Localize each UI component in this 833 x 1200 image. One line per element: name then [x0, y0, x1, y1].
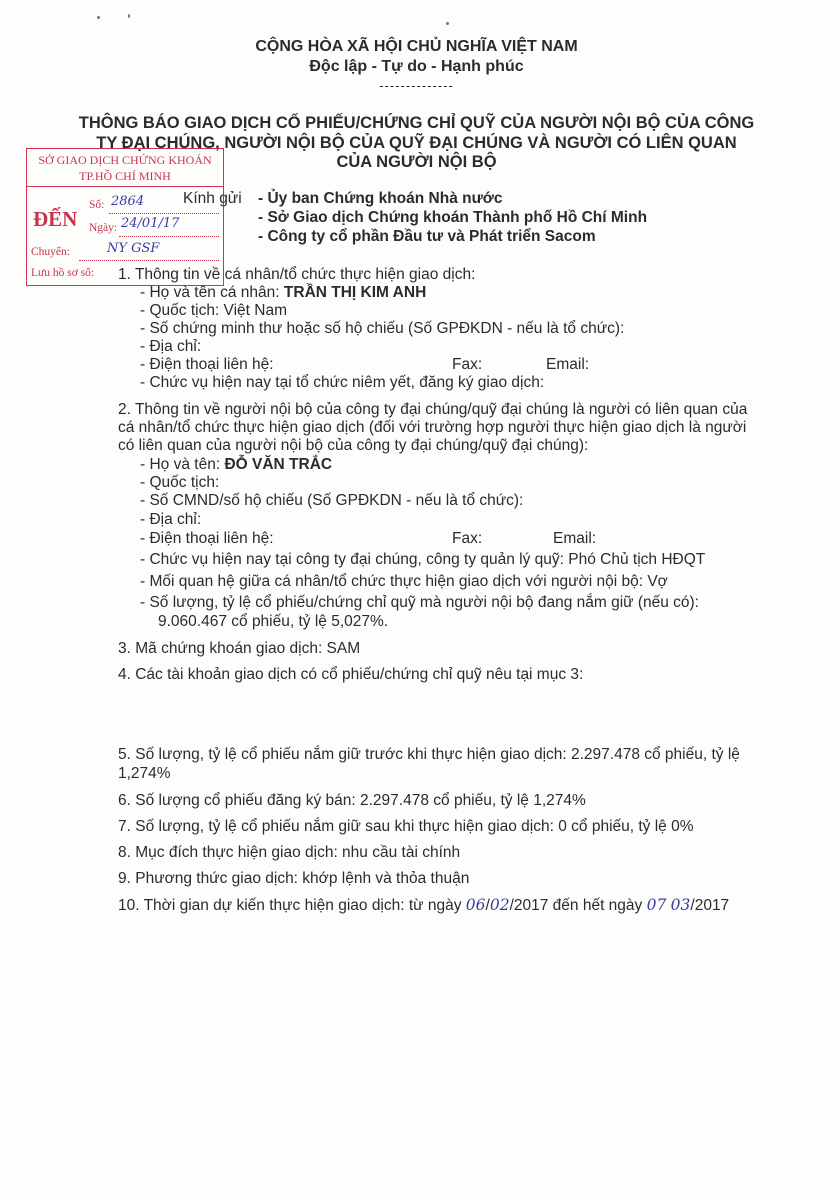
country-header: CỘNG HÒA XÃ HỘI CHỦ NGHĨA VIỆT NAM: [255, 38, 578, 55]
scan-speck: [97, 16, 100, 19]
section2-fax: Fax:: [452, 530, 483, 547]
section1-nationality: Quốc tịch: Việt Nam: [149, 302, 288, 319]
section1-name-label: Họ và tên cá nhân:: [149, 284, 280, 301]
kinh-gui-label: Kính gửi: [183, 190, 242, 207]
section2-heading-line3: có liên quan của người nội bộ của công ty đại chúng/quỹ đại chúng):: [118, 437, 589, 454]
section1-address-row: - Địa chỉ:: [140, 338, 202, 355]
section6-sell-volume: 6. Số lượng cổ phiếu đăng ký bán: 2.297.478 cổ phiếu, tỷ lệ 1,274%: [118, 792, 586, 809]
section2-id: Số CMND/số hộ chiếu (Số GPĐKDN - nếu là tổ chức):: [149, 492, 524, 509]
section5-line1: 5. Số lượng, tỷ lệ cổ phiếu nắm giữ trước khi thực hiện giao dịch: 2.297.478 cổ phiếu, tỷ lệ: [118, 746, 740, 763]
scan-speck: [128, 14, 130, 18]
section10-mid: /2017 đến hết ngày: [509, 897, 643, 914]
doc-title-line1: THÔNG BÁO GIAO DỊCH CỔ PHIẾU/CHỨNG CHỈ QUỸ CỦA NGƯỜI NỘI BỘ CỦA CÔNG: [78, 114, 755, 132]
section2-position: Chức vụ hiện nay tại công ty đại chúng, công ty quản lý quỹ: Phó Chủ tịch HĐQT: [149, 551, 706, 568]
section4-accounts: 4. Các tài khoản giao dịch có cổ phiếu/chứng chỉ quỹ nêu tại mục 3:: [118, 666, 584, 683]
section2-holding-line1: Số lượng, tỷ lệ cổ phiếu/chứng chỉ quỹ mà người nội bộ đang nắm giữ (nếu có):: [149, 594, 699, 611]
section2-holding-line2: 9.060.467 cổ phiếu, tỷ lệ 5,027%.: [158, 613, 389, 630]
stamp-chuyen-label: Chuyển:: [31, 246, 70, 258]
section2-nationality: Quốc tịch:: [149, 474, 220, 491]
motto-header: Độc lập - Tự do - Hạnh phúc: [309, 58, 524, 75]
section7-after-holding: 7. Số lượng, tỷ lệ cổ phiếu nắm giữ sau khi thực hiện giao dịch: 0 cổ phiếu, tỷ lệ 0%: [118, 818, 694, 835]
recipient-sacom: - Công ty cổ phần Đầu tư và Phát triển Sacom: [258, 228, 596, 245]
section1-position-row: - Chức vụ hiện nay tại tổ chức niêm yết, đăng ký giao dịch:: [140, 374, 545, 391]
section5-line2: 1,274%: [118, 765, 171, 782]
section10-prefix: 10. Thời gian dự kiến thực hiện giao dịch: từ ngày: [118, 897, 462, 914]
stamp-chuyen-value: NY GSF: [107, 241, 160, 256]
section1-name-row: - Họ và tên cá nhân: TRẦN THỊ KIM ANH: [140, 284, 427, 301]
section1-phone: Điện thoại liên hệ:: [149, 356, 274, 373]
section1-id: Số chứng minh thư hoặc số hộ chiếu (Số GPĐKDN - nếu là tổ chức):: [149, 320, 625, 337]
section10-suffix: /2017: [690, 897, 730, 914]
section2-address: Địa chỉ:: [149, 511, 202, 528]
section2-position-row: - Chức vụ hiện nay tại công ty đại chúng, công ty quản lý quỹ: Phó Chủ tịch HĐQT: [140, 551, 706, 568]
stamp-title: SỞ GIAO DỊCH CHỨNG KHOÁN: [38, 153, 212, 167]
section10-from-day: 06: [465, 896, 486, 914]
header-divider: --------------: [379, 78, 454, 93]
section2-heading-line1: 2. Thông tin về người nội bộ của công ty đại chúng/quỹ đại chúng là người có liên quan của: [118, 401, 748, 418]
section10-to-day: 07: [646, 896, 667, 914]
stamp-luu-label: Lưu hồ sơ số:: [31, 267, 95, 279]
section2-relation-row: - Mối quan hệ giữa cá nhân/tổ chức thực hiện giao dịch với người nội bộ: Vợ: [140, 573, 668, 590]
stamp-ngay-value: 24/01/17: [121, 216, 180, 231]
section10-from-month: 02: [489, 896, 510, 914]
section2-relation: Mối quan hệ giữa cá nhân/tổ chức thực hiện giao dịch với người nội bộ: Vợ: [149, 573, 668, 590]
stamp-city: TP.HỒ CHÍ MINH: [79, 169, 171, 183]
section2-nationality-row: - Quốc tịch:: [140, 474, 220, 491]
section1-nationality-row: - Quốc tịch: Việt Nam: [140, 302, 288, 319]
section10-period: [118, 896, 729, 915]
section2-phone: Điện thoại liên hệ:: [149, 530, 274, 547]
doc-title-line2: TY ĐẠI CHÚNG, NGƯỜI NỘI BỘ CỦA QUỸ ĐẠI CHÚNG VÀ NGƯỜI CÓ LIÊN QUAN: [96, 134, 737, 152]
doc-title-line3: CỦA NGƯỜI NỘI BỘ: [336, 153, 497, 171]
section2-address-row: - Địa chỉ:: [140, 511, 202, 528]
section1-id-row: - Số chứng minh thư hoặc số hộ chiếu (Số GPĐKDN - nếu là tổ chức):: [140, 320, 625, 337]
stamp-divider: [27, 186, 223, 187]
section3-ticker: 3. Mã chứng khoán giao dịch: SAM: [118, 640, 361, 657]
section1-name-value: TRẦN THỊ KIM ANH: [283, 284, 427, 301]
section10-to-month: 03: [670, 896, 691, 914]
section1-position: Chức vụ hiện nay tại tổ chức niêm yết, đăng ký giao dịch:: [149, 374, 545, 391]
stamp-so-value: 2864: [111, 194, 145, 209]
recipient-hose: - Sở Giao dịch Chứng khoán Thành phố Hồ Chí Minh: [258, 209, 648, 226]
section2-name-row: - Họ và tên: ĐỖ VĂN TRẮC: [140, 456, 333, 473]
section2-email: Email:: [553, 530, 597, 547]
section2-id-row: - Số CMND/số hộ chiếu (Số GPĐKDN - nếu là tổ chức):: [140, 492, 524, 509]
stamp-so-label: Số:: [89, 199, 105, 211]
section8-purpose: 8. Mục đích thực hiện giao dịch: nhu cầu tài chính: [118, 844, 461, 861]
stamp-den: ĐẾN: [33, 207, 78, 231]
section9-method: 9. Phương thức giao dịch: khớp lệnh và thỏa thuận: [118, 870, 470, 887]
stamp-ngay-label: Ngày:: [89, 222, 118, 234]
section1-fax: Fax:: [452, 356, 483, 373]
section1-email: Email:: [546, 356, 590, 373]
section2-name-value: ĐỖ VĂN TRẮC: [224, 456, 333, 473]
section1-heading: 1. Thông tin về cá nhân/tổ chức thực hiện giao dịch:: [118, 266, 476, 283]
section2-holding-row: - Số lượng, tỷ lệ cổ phiếu/chứng chỉ quỹ mà người nội bộ đang nắm giữ (nếu có):: [140, 594, 699, 611]
recipient-ssc: - Ủy ban Chứng khoán Nhà nước: [258, 190, 503, 207]
scan-speck: [446, 22, 449, 25]
section2-heading-line2: cá nhân/tổ chức thực hiện giao dịch (đối với trường hợp người thực hiện giao dịch là người: [118, 419, 747, 436]
section10-sep1: /: [485, 897, 490, 914]
section2-name-label: Họ và tên:: [149, 456, 221, 473]
section1-phone-row: - Điện thoại liên hệ:: [140, 356, 274, 373]
section2-phone-row: - Điện thoại liên hệ:: [140, 530, 274, 547]
section1-address: Địa chỉ:: [149, 338, 202, 355]
